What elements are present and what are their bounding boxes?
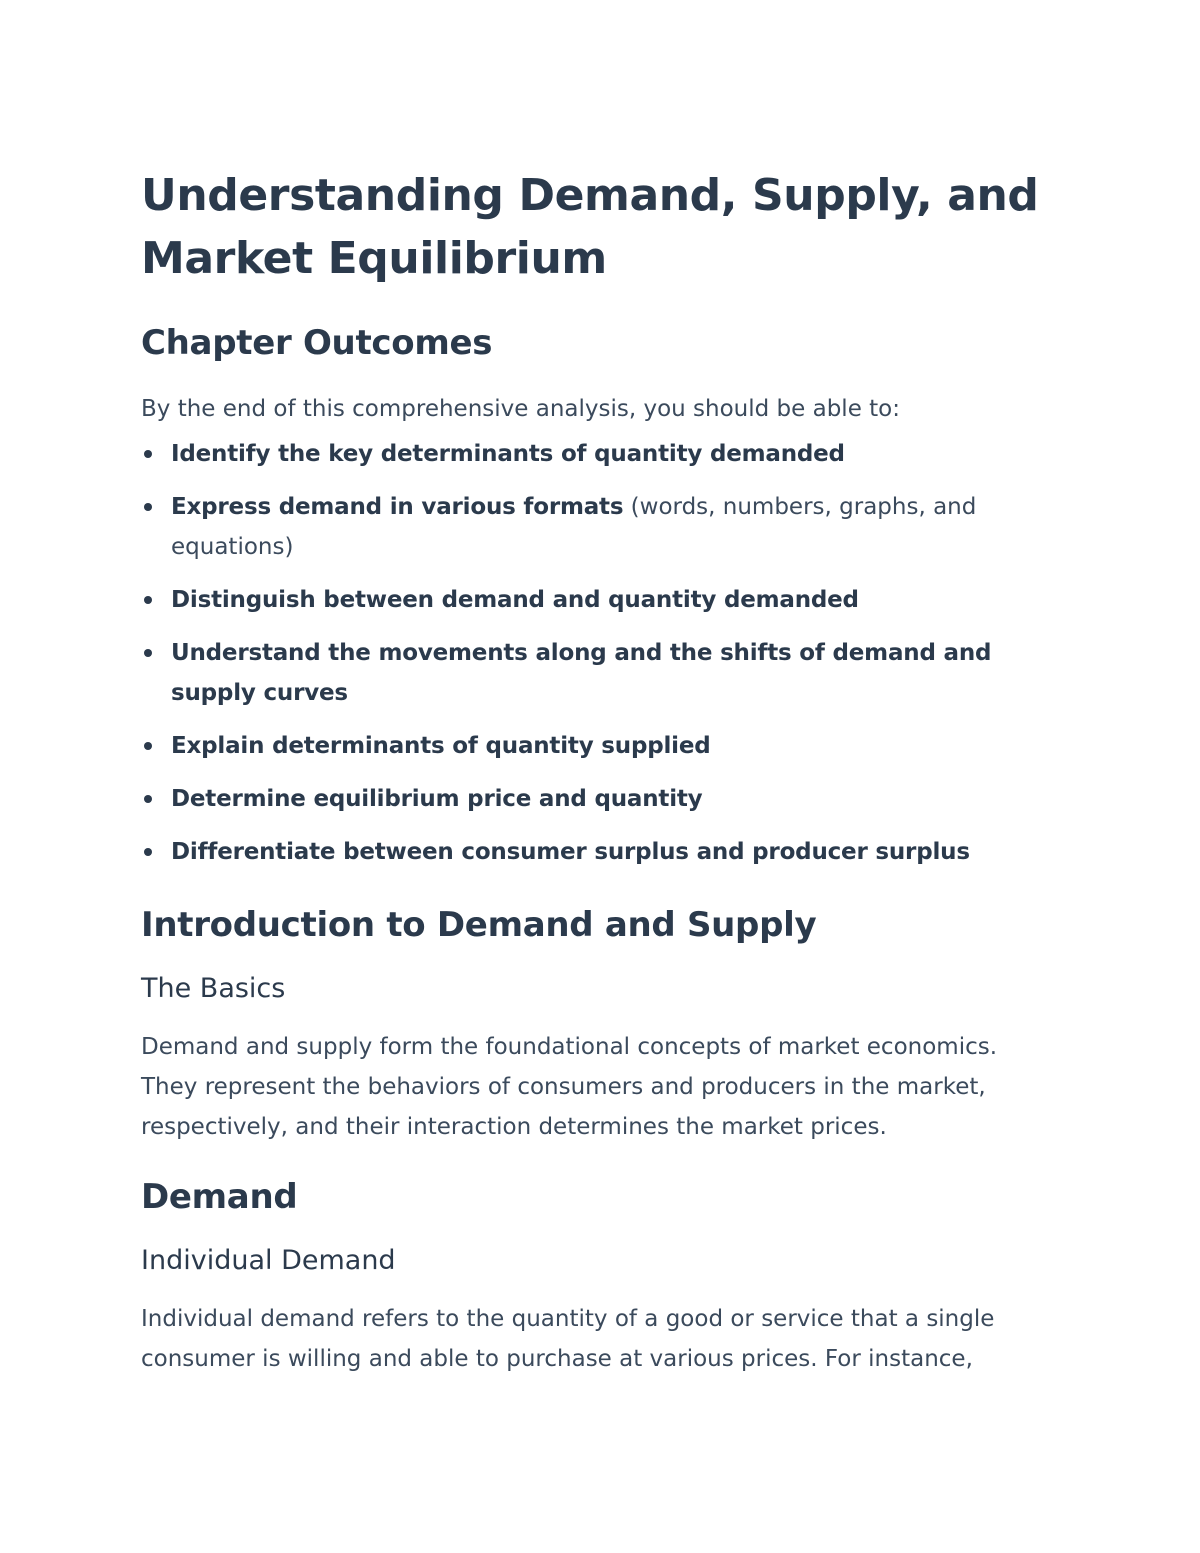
bullet-icon bbox=[144, 450, 152, 458]
list-item-bold: Identify the key determinants of quantity demanded bbox=[171, 441, 845, 467]
bullet-icon bbox=[144, 503, 152, 511]
bullet-icon bbox=[144, 848, 152, 856]
list-item-bold: Understand the movements along and the shifts of demand and bbox=[171, 640, 992, 666]
document-title-line: Market Equilibrium bbox=[141, 233, 607, 284]
list-item-line bbox=[171, 779, 1070, 819]
bullet-icon bbox=[144, 742, 152, 750]
list-item-line bbox=[171, 633, 1070, 673]
basics-paragraph bbox=[141, 1027, 1070, 1147]
outcomes-intro-line: By the end of this comprehensive analysis, you should be able to: bbox=[141, 396, 900, 422]
individual-demand-subheading: Individual Demand bbox=[141, 1245, 396, 1276]
paragraph-line: They represent the behaviors of consumers and producers in the market, bbox=[141, 1074, 986, 1100]
list-item-line bbox=[171, 580, 1070, 620]
list-item-bold: Differentiate between consumer surplus and producer surplus bbox=[171, 839, 970, 865]
outcomes-intro-text bbox=[141, 389, 1070, 429]
list-item-regular: (words, numbers, graphs, and bbox=[623, 494, 977, 520]
document-title bbox=[141, 164, 1070, 290]
outcomes-list bbox=[141, 434, 1070, 872]
list-item-bold: supply curves bbox=[171, 680, 348, 706]
list-item bbox=[141, 487, 1070, 567]
paragraph-line: Individual demand refers to the quantity of a good or service that a single bbox=[141, 1306, 995, 1332]
document-title-line: Understanding Demand, Supply, and bbox=[141, 170, 1039, 221]
paragraph-line: respectively, and their interaction determines the market prices. bbox=[141, 1114, 887, 1140]
demand-heading: Demand bbox=[141, 1177, 298, 1217]
list-item-line: equations) bbox=[171, 534, 294, 560]
paragraph-line: Demand and supply form the foundational concepts of market economics. bbox=[141, 1034, 998, 1060]
the-basics-subheading: The Basics bbox=[141, 973, 286, 1004]
list-item-line bbox=[171, 434, 1070, 474]
list-item-line bbox=[171, 726, 1070, 766]
paragraph-line: consumer is willing and able to purchase at various prices. For instance, bbox=[141, 1346, 973, 1372]
list-item bbox=[141, 832, 1070, 872]
list-item-bold: Explain determinants of quantity supplied bbox=[171, 733, 711, 759]
list-item bbox=[141, 726, 1070, 766]
bullet-icon bbox=[144, 596, 152, 604]
list-item bbox=[141, 580, 1070, 620]
list-item-bold: Distinguish between demand and quantity demanded bbox=[171, 587, 859, 613]
individual-demand-paragraph bbox=[141, 1299, 1070, 1379]
list-item-bold: Determine equilibrium price and quantity bbox=[171, 786, 703, 812]
introduction-heading: Introduction to Demand and Supply bbox=[141, 905, 817, 945]
list-item bbox=[141, 779, 1070, 819]
bullet-icon bbox=[144, 649, 152, 657]
list-item-line bbox=[171, 673, 1070, 713]
list-item bbox=[141, 633, 1070, 713]
chapter-outcomes-heading: Chapter Outcomes bbox=[141, 323, 493, 363]
bullet-icon bbox=[144, 795, 152, 803]
list-item-line bbox=[171, 487, 1070, 527]
list-item-bold: Express demand in various formats bbox=[171, 494, 624, 520]
list-item-line bbox=[171, 832, 1070, 872]
list-item bbox=[141, 434, 1070, 474]
